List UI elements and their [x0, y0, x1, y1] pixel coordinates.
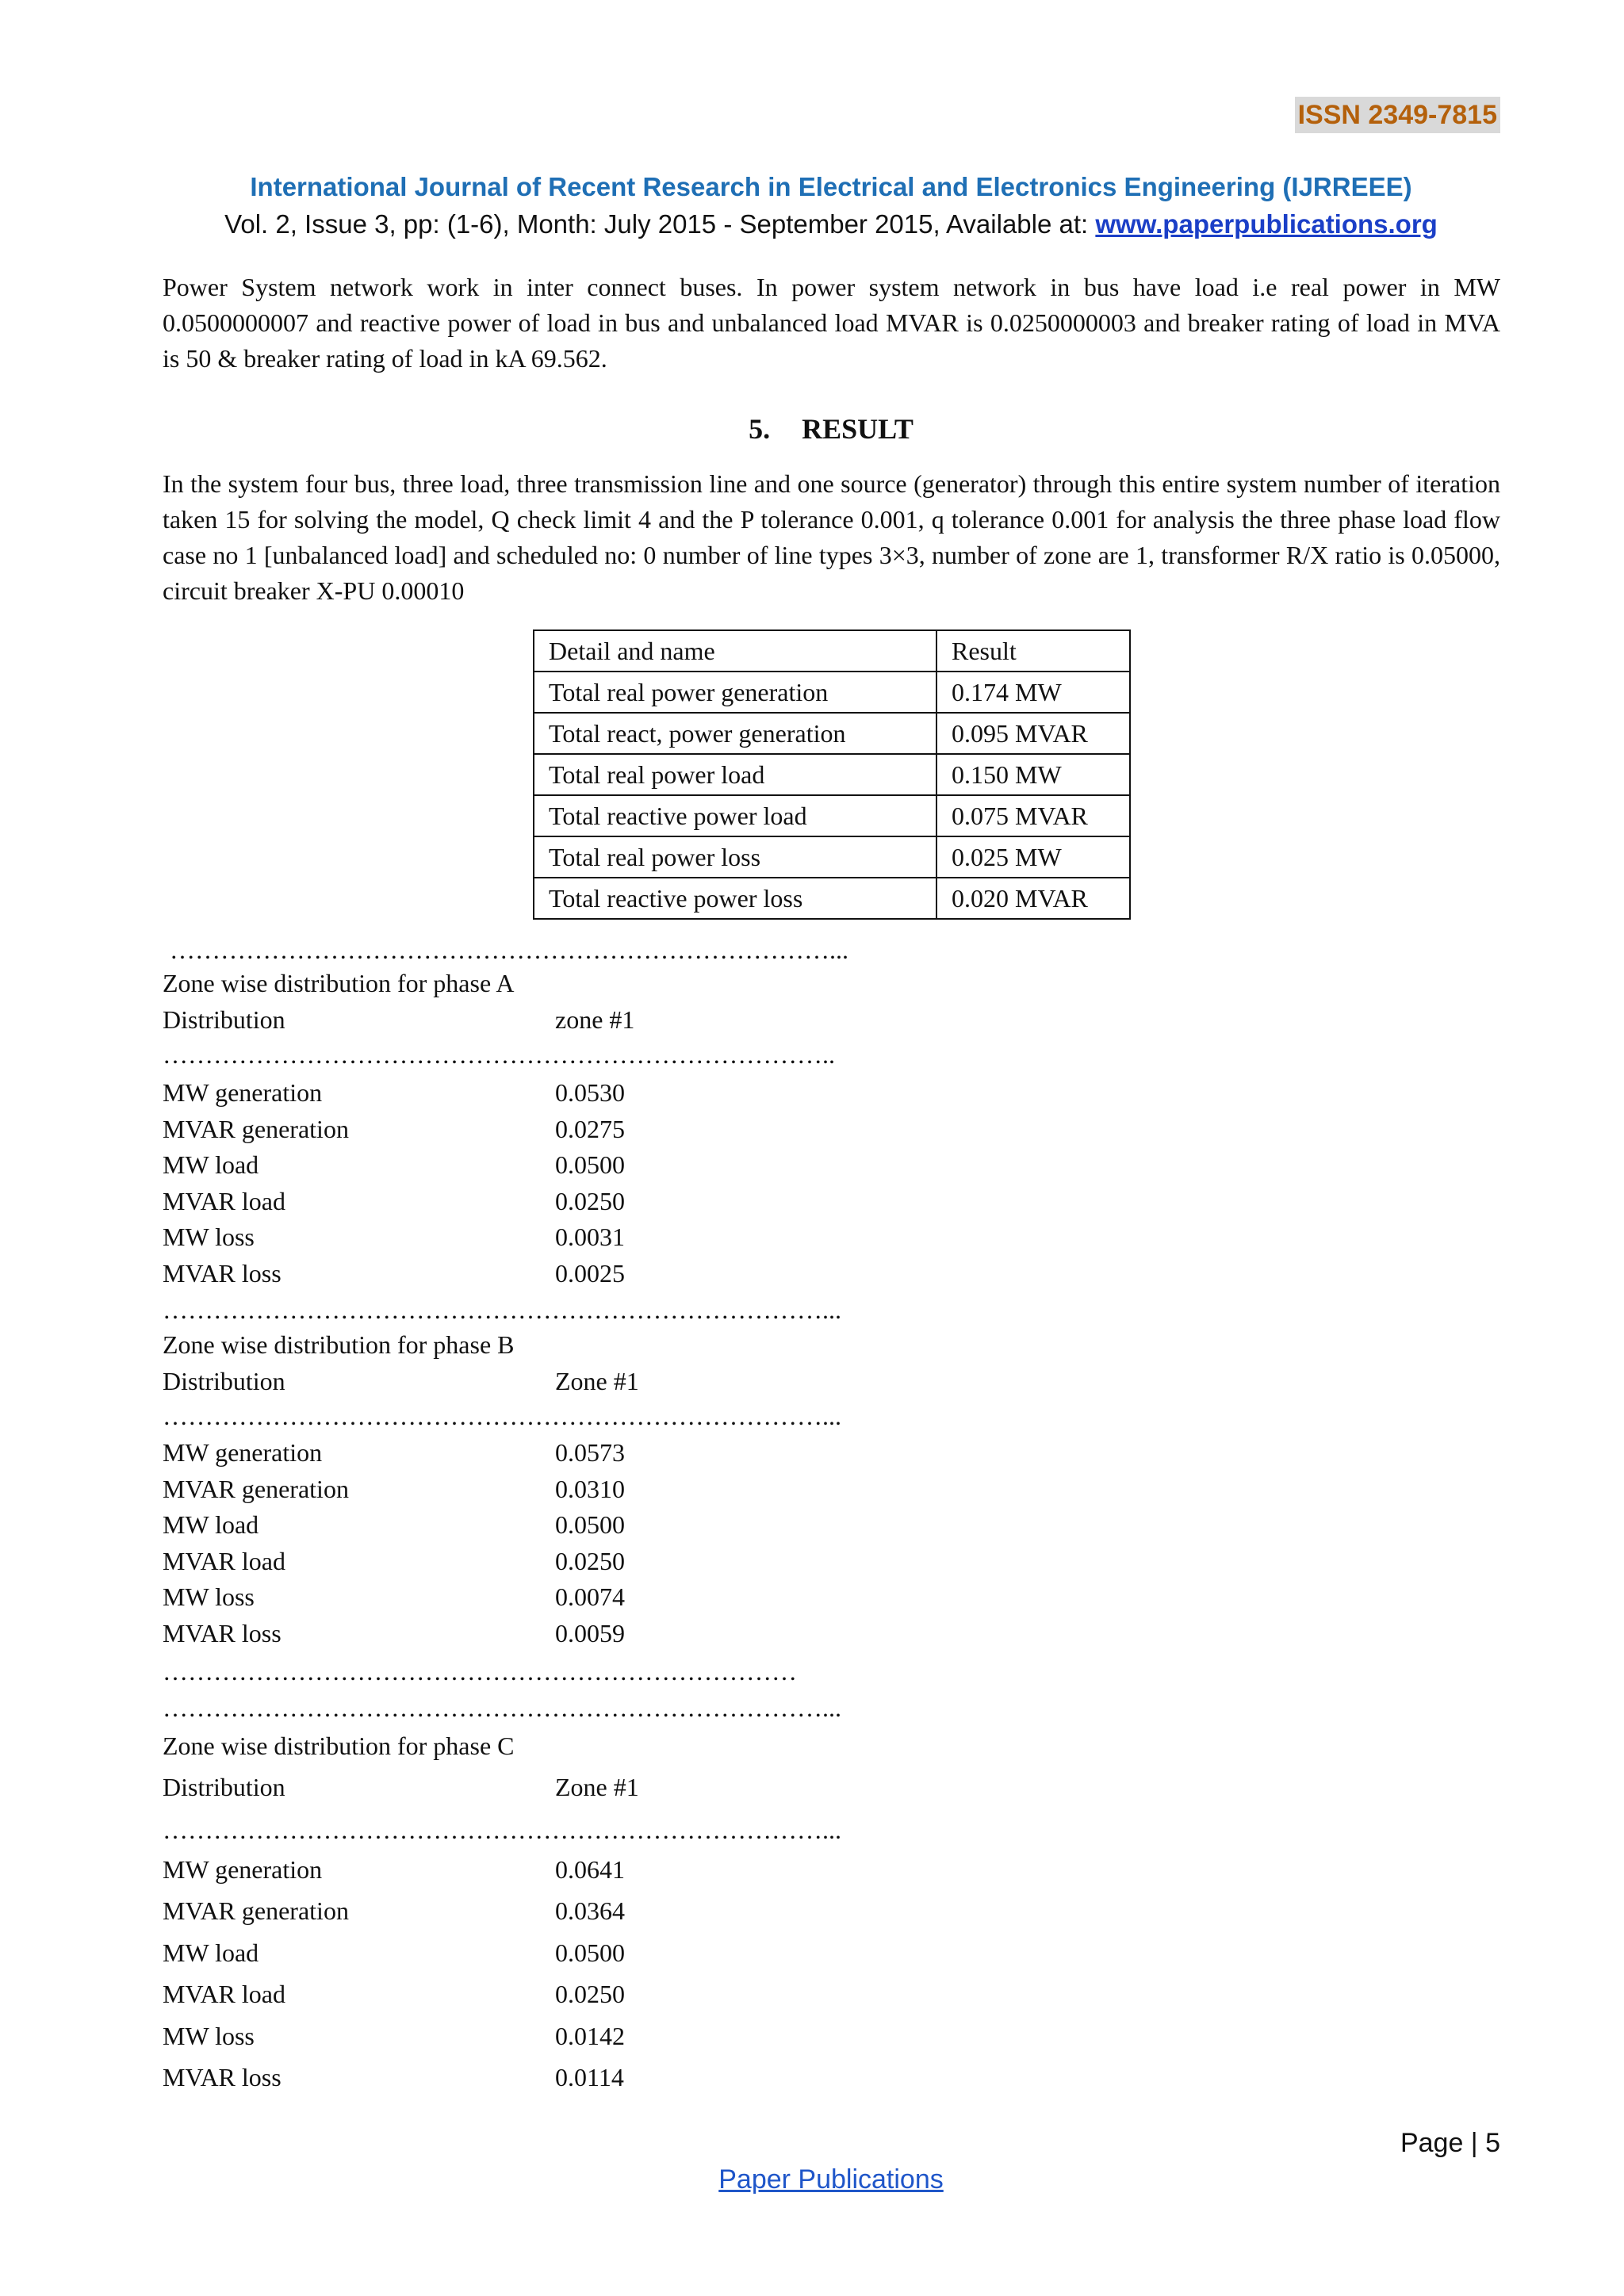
- section-title: RESULT: [802, 413, 914, 445]
- table-header-cell: Result: [936, 630, 1130, 672]
- journal-meta: [0, 209, 1624, 239]
- quantity-label: MVAR load: [163, 1980, 285, 2009]
- quantity-label: MW loss: [163, 1582, 255, 1612]
- quantity-label: MW generation: [163, 1438, 323, 1467]
- table-cell: 0.020 MVAR: [936, 878, 1130, 919]
- quantity-value: 0.0250: [555, 1980, 625, 2009]
- separator-1: ……………………………………………………………………...: [170, 936, 848, 964]
- phase-a-zone-label: zone #1: [555, 1005, 635, 1034]
- phase-c-distribution-label: Distribution: [163, 1773, 285, 1801]
- table-row: [534, 878, 1130, 919]
- table-row: [534, 836, 1130, 878]
- phase-a-distribution-label: Distribution: [163, 1005, 285, 1034]
- quantity-label: MW load: [163, 1510, 259, 1540]
- page-number: Page | 5: [1400, 2128, 1500, 2158]
- quantity-value: 0.0114: [555, 2063, 624, 2091]
- table-row: [534, 795, 1130, 836]
- quantity-value: 0.0031: [555, 1223, 625, 1252]
- separator-3: ……………………………………………………………………...: [163, 1295, 841, 1324]
- quantity-label: MVAR loss: [163, 1259, 282, 1288]
- section-number: 5.: [749, 413, 771, 445]
- quantity-value: 0.0025: [555, 1259, 625, 1288]
- quantity-value: 0.0500: [555, 1510, 625, 1540]
- phase-c-title: Zone wise distribution for phase C: [163, 1732, 515, 1760]
- table-cell: Total reactive power load: [534, 795, 936, 836]
- phase-b-distribution-label: Distribution: [163, 1367, 285, 1395]
- separator-6: ……………………………………………………………………...: [163, 1693, 841, 1722]
- intro-paragraph: Power System network work in inter connect buses. In power system network in bus have load i.e real power in MW 0.0500000007 and reactive power of load in bus and unbalanced load MVAR is 0.0250000003 and breaker rating of load in MVA is 50 & breaker rating of load in kA 69.562.: [163, 273, 1500, 373]
- quantity-label: MVAR loss: [163, 2063, 282, 2091]
- table-cell: 0.025 MW: [936, 836, 1130, 878]
- quantity-label: MW loss: [163, 2021, 255, 2050]
- issn-badge: ISSN 2349-7815: [1295, 97, 1500, 133]
- quantity-value: 0.0142: [555, 2021, 625, 2050]
- table-row: [534, 713, 1130, 754]
- quantity-label: MW load: [163, 1938, 259, 1967]
- table-cell: Total react, power generation: [534, 713, 936, 754]
- footer: [0, 2164, 1624, 2195]
- quantity-value: 0.0074: [555, 1582, 625, 1612]
- quantity-value: 0.0275: [555, 1114, 625, 1143]
- quantity-value: 0.0573: [555, 1438, 625, 1467]
- quantity-label: MVAR load: [163, 1186, 285, 1215]
- quantity-value: 0.0500: [555, 1938, 625, 1967]
- table-cell: Total real power generation: [534, 672, 936, 713]
- table-header-cell: Detail and name: [534, 630, 936, 672]
- table-cell: 0.095 MVAR: [936, 713, 1130, 754]
- quantity-value: 0.0310: [555, 1474, 625, 1503]
- quantity-value: 0.0250: [555, 1546, 625, 1575]
- table-row: [534, 754, 1130, 795]
- separator-5: …………………………………………………………………: [163, 1657, 797, 1686]
- quantity-label: MW loss: [163, 1223, 255, 1252]
- quantity-value: 0.0641: [555, 1855, 625, 1884]
- table-header-row: [534, 630, 1130, 672]
- quantity-label: MVAR generation: [163, 1896, 349, 1926]
- quantity-value: 0.0059: [555, 1619, 625, 1647]
- table-cell: 0.174 MW: [936, 672, 1130, 713]
- quantity-value: 0.0364: [555, 1896, 625, 1926]
- quantity-label: MW generation: [163, 1855, 323, 1884]
- quantity-value: 0.0500: [555, 1150, 625, 1180]
- phase-a-title: Zone wise distribution for phase A: [163, 969, 515, 997]
- quantity-label: MVAR loss: [163, 1619, 282, 1647]
- separator-7: ……………………………………………………………………...: [163, 1816, 841, 1844]
- quantity-label: MW load: [163, 1150, 259, 1180]
- table-cell: Total real power load: [534, 754, 936, 795]
- quantity-label: MVAR load: [163, 1546, 285, 1575]
- table-cell: Total reactive power loss: [534, 878, 936, 919]
- journal-title: International Journal of Recent Research in Electrical and Electronics Engineering (IJRREEE): [250, 172, 1412, 201]
- separator-2: ……………………………………………………………………..: [163, 1040, 835, 1069]
- phase-c-zone-label: Zone #1: [555, 1773, 639, 1801]
- quantity-label: MVAR generation: [163, 1114, 349, 1143]
- quantity-value: 0.0250: [555, 1186, 625, 1215]
- separator-4: ……………………………………………………………………...: [163, 1402, 841, 1430]
- phase-b-zone-label: Zone #1: [555, 1367, 639, 1395]
- table-cell: 0.150 MW: [936, 754, 1130, 795]
- journal-url-link[interactable]: www.paperpublications.org: [1095, 209, 1438, 239]
- result-paragraph: In the system four bus, three load, three transmission line and one source (generator) through this entire system number of iteration taken 15 for solving the model, Q check limit 4 and the P tolerance 0.001, q tolerance 0.001 for analysis the three phase load flow case no 1 [unbalanced load] and scheduled no: 0 number of line types 3×3, number of zone are 1, transformer R/X ratio is 0.05000, circuit breaker X-PU 0.00010: [163, 469, 1500, 605]
- quantity-value: 0.0530: [555, 1078, 625, 1107]
- result-table: [533, 629, 1131, 920]
- journal-meta-text: Vol. 2, Issue 3, pp: (1-6), Month: July 2015 - September 2015, Available at:: [224, 209, 1096, 239]
- table-cell: 0.075 MVAR: [936, 795, 1130, 836]
- table-cell: Total real power loss: [534, 836, 936, 878]
- section-heading: [0, 412, 1624, 446]
- quantity-label: MVAR generation: [163, 1474, 349, 1503]
- phase-b-title: Zone wise distribution for phase B: [163, 1330, 515, 1359]
- table-row: [534, 672, 1130, 713]
- quantity-label: MW generation: [163, 1078, 323, 1107]
- publisher-link[interactable]: Paper Publications: [718, 2164, 944, 2195]
